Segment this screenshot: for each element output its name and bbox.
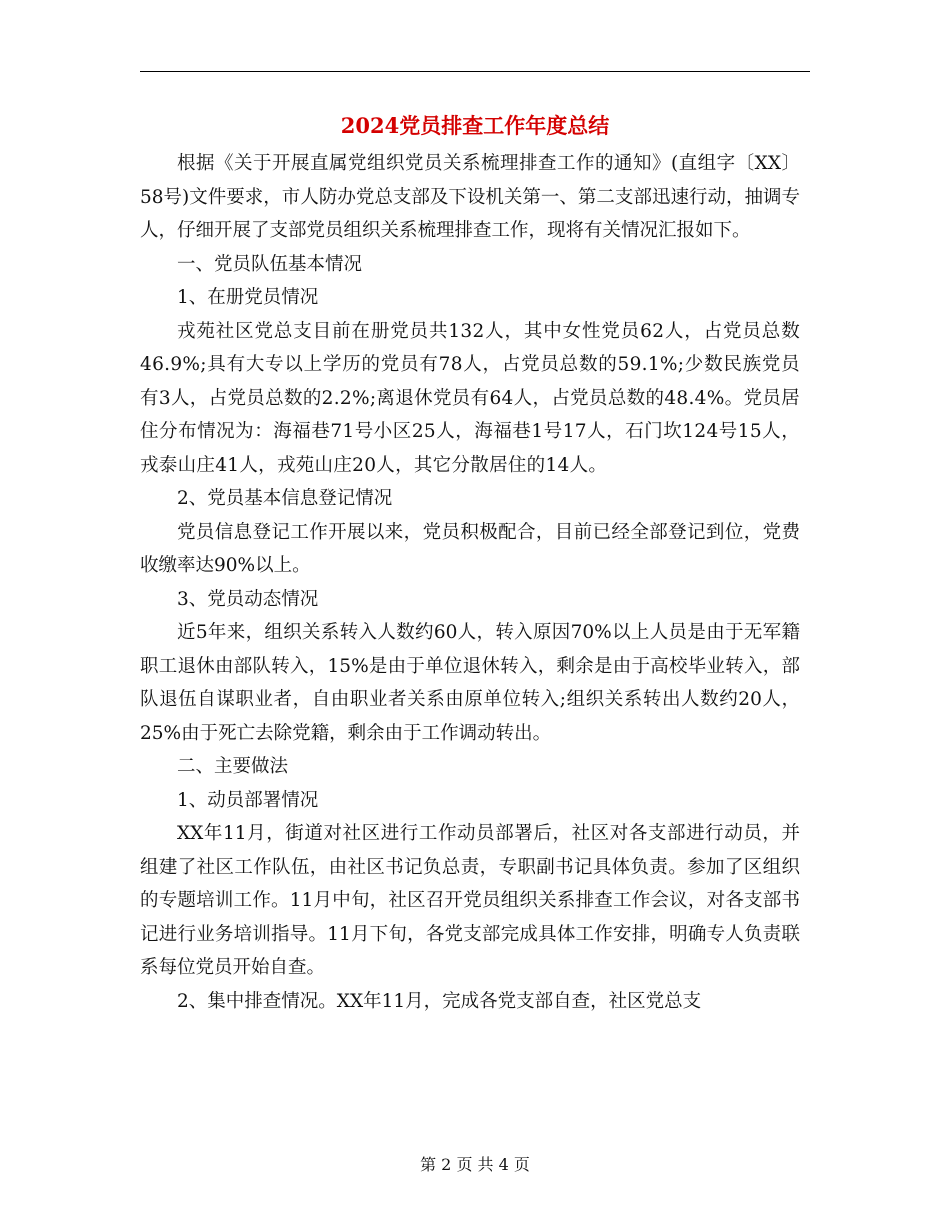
document-body <box>140 147 800 1018</box>
paragraph-intro: 根据《关于开展直属党组织党员关系梳理排查工作的通知》(直组字〔XX〕58号)文件要求，市人防办党总支部及下设机关第一、第二支部迅速行动，抽调专人，仔细开展了支部党员组织关系梳理排查工作，现将有关情况汇报如下。 <box>140 153 800 241</box>
section-heading-1: 一、党员队伍基本情况 <box>177 253 363 275</box>
paragraph-member-stats: 戎苑社区党总支目前在册党员共132人，其中女性党员62人，占党员总数46.9%;具有大专以上学历的党员有78人，占党员总数的59.1%;少数民族党员有3人，占党员总数的2.2%;离退休党员有64人，占党员总数的48.4%。党员居住分布情况为：海福巷71号小区25人，海福巷1号17人，石门坎124号15人，戎泰山庄41人，戎苑山庄20人，其它分散居住的14人。 <box>140 320 800 476</box>
subheading-2-1: 1、动员部署情况 <box>177 789 319 811</box>
subheading-1-2: 2、党员基本信息登记情况 <box>177 488 393 509</box>
paragraph-investigation: 2、集中排查情况。XX年11月，完成各党支部自查，社区党总支 <box>177 990 702 1012</box>
page-footer: 第 2 页 共 4 页 <box>420 1155 530 1174</box>
paragraph-mobilization: XX年11月，街道对社区进行工作动员部署后，社区对各支部进行动员，并组建了社区工作队伍，由社区书记负总责，专职副书记具体负责。参加了区组织的专题培训工作。11月中旬，社区召开党员组织关系排查工作会议，对各支部书记进行业务培训指导。11月下旬，各党支部完成具体工作安排，明确专人负责联系每位党员开始自查。 <box>140 823 800 978</box>
document-title: 2024党员排查工作年度总结 <box>340 113 610 138</box>
paragraph-registration: 党员信息登记工作开展以来，党员积极配合，目前已经全部登记到位，党费收缴率达90%以上。 <box>140 521 800 576</box>
header-rule <box>140 71 810 72</box>
subheading-1-1: 1、在册党员情况 <box>177 287 319 308</box>
paragraph-dynamics: 近5年来，组织关系转入人数约60人，转入原因70%以上人员是由于无军籍职工退休由部队转入，15%是由于单位退休转入，剩余是由于高校毕业转入，部队退伍自谋职业者，自由职业者关系由原单位转入;组织关系转出人数约20人，25%由于死亡去除党籍，剩余由于工作调动转出。 <box>140 622 800 744</box>
section-heading-2: 二、主要做法 <box>177 756 289 777</box>
subheading-1-3: 3、党员动态情况 <box>177 588 319 610</box>
